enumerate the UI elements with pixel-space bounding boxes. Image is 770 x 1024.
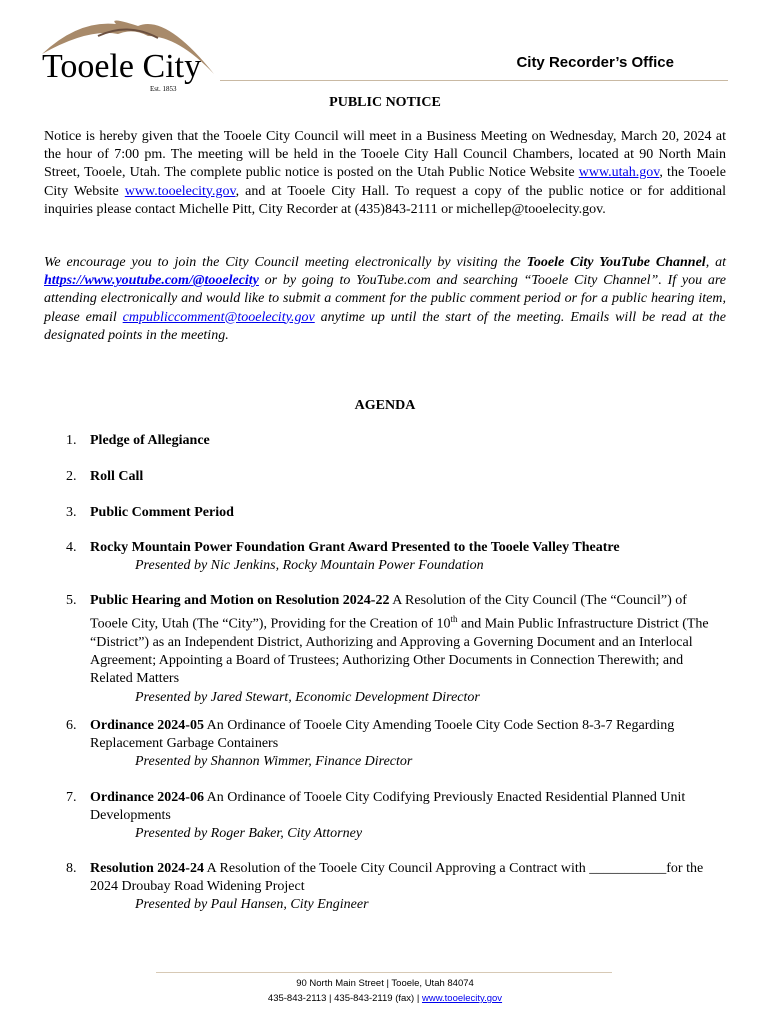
youtube-channel-link[interactable]: https://www.youtube.com/@tooelecity [44, 273, 259, 289]
presenter: Presented by Shannon Wimmer, Finance Director [135, 754, 413, 770]
logo-established: Est. 1853 [150, 85, 177, 93]
tooele-city-website-link[interactable]: www.tooelecity.gov [124, 183, 236, 199]
agenda-item: 8. Resolution 2024-24 A Resolution of the Tooele City Council Approving a Contract with ___________for the 2024 Droubay Road Widening Project Presented by Paul Hansen, City Engineer [66, 860, 726, 915]
presenter: Presented by Jared Stewart, Economic Development Director [135, 689, 480, 705]
utah-gov-link[interactable]: www.utah.gov [578, 165, 660, 181]
presenter: Presented by Paul Hansen, City Engineer [135, 897, 369, 913]
footer-address: 90 North Main Street | Tooele, Utah 84074 [296, 978, 474, 989]
agenda-item: 4. Rocky Mountain Power Foundation Grant Award Presented to the Tooele Valley Theatre Presented by Nic Jenkins, Rocky Mountain Power Foundation [66, 539, 726, 575]
presenter: Presented by Roger Baker, City Attorney [135, 826, 363, 842]
footer-contact: 435-843-2113 | 435-843-2119 (fax) | www.tooelecity.gov [267, 993, 503, 1004]
agenda-item: 1. Pledge of Allegiance [66, 433, 210, 448]
agenda-item: 6. Ordinance 2024-05 An Ordinance of Tooele City Amending Tooele City Code Section 8-3-7 Regarding Replacement Garbage Containers Presented by Shannon Wimmer, Finance Director [66, 717, 726, 772]
logo-text: Tooele City [42, 48, 202, 85]
agenda-item: 7. Ordinance 2024-06 An Ordinance of Tooele City Codifying Previously Enacted Residential Planned Unit Developments Presented by Roger Baker, City Attorney [66, 789, 726, 844]
agenda-item: 5. Public Hearing and Motion on Resolution 2024-22 A Resolution of the City Council (The “Council”) of Tooele City, Utah (The “City”), Providing for the Creation of 10th and Main Public Infrastructure District (The “District”) as an Independent District, Authorizing and Approving a Governing Document and an Interlocal Agreement; Appointing a Board of Trustees; Authorizing Other Documents in Connection Therewith; and Related Matters Presented by Jared Stewart, Economic Development Director [66, 592, 726, 707]
header-divider [220, 80, 728, 81]
agenda-title: AGENDA [354, 398, 416, 413]
footer-website-link[interactable]: www.tooelecity.gov [421, 993, 503, 1004]
public-notice-title: PUBLIC NOTICE [329, 95, 441, 110]
electronic-attendance-paragraph: We encourage you to join the City Council meeting electronically by visiting the Tooele City YouTube Channel, at https://www.youtube.com/@tooelecity or by going to YouTube.com and searching “Tooele City Channel”. If you are attending electronically and would like to submit a comment for the public comment period or for a public hearing item, please email cmpubliccomment@tooelecity.gov anytime up until the start of the meeting. Emails will be read at the designated points in the meeting. [44, 255, 727, 343]
presenter: Presented by Nic Jenkins, Rocky Mountain Power Foundation [135, 558, 484, 574]
agenda-item: 2. Roll Call [66, 469, 144, 484]
notice-paragraph: Notice is hereby given that the Tooele City Council will meet in a Business Meeting on Wednesday, March 20, 2024 at the hour of 7:00 pm. The meeting will be held in the Tooele City Hall Council Chambers, located at 90 North Main Street, Tooele, Utah. The complete public notice is posted on the Utah Public Notice Website www.utah.gov, the Tooele City Website www.tooelecity.gov, and at Tooele City Hall. To request a copy of the public notice or for additional inquiries please contact Michelle Pitt, City Recorder at (435)843-2111 or michellep@tooelecity.gov. [44, 129, 726, 217]
public-comment-email-link[interactable]: cmpubliccomment@tooelecity.gov [122, 309, 315, 325]
office-title: City Recorder’s Office [516, 54, 674, 71]
footer-divider [156, 972, 612, 973]
agenda-item: 3. Public Comment Period [66, 505, 234, 520]
